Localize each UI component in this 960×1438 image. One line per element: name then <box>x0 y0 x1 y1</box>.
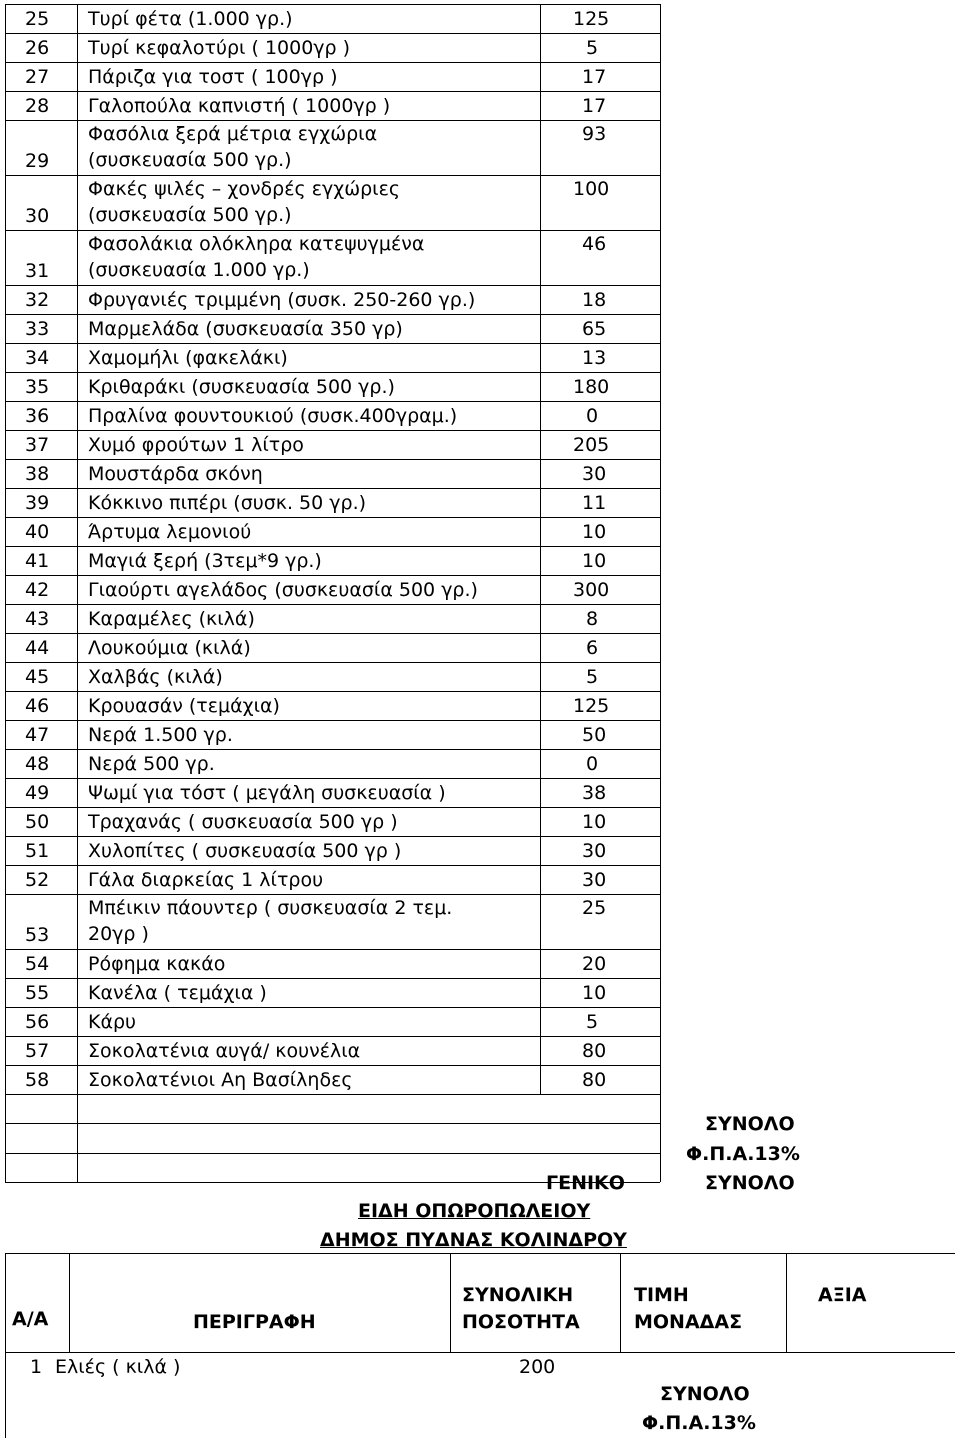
row-description: Καραμέλες (κιλά) <box>88 608 255 630</box>
row-number: 58 <box>25 1069 50 1091</box>
footer-total-label: ΣΥΝΟΛΟ <box>660 1383 750 1405</box>
row-border <box>5 517 660 518</box>
row-number: 47 <box>25 724 50 746</box>
col-price-header-line1: ΤΙΜΗ <box>634 1284 689 1306</box>
col-quantity-header-line1: ΣΥΝΟΛΙΚΗ <box>462 1284 574 1306</box>
row-border <box>5 662 660 663</box>
row-number: 53 <box>25 924 50 946</box>
row-border <box>5 720 660 721</box>
row-border <box>5 749 660 750</box>
row-number: 42 <box>25 579 50 601</box>
row-border <box>5 285 660 286</box>
row-border <box>5 978 660 979</box>
row-border <box>5 91 660 92</box>
row-description: Νερά 500 γρ. <box>88 753 215 775</box>
row-border <box>5 459 660 460</box>
row-description: Κανέλα ( τεμάχια ) <box>88 982 267 1004</box>
row-quantity: 8 <box>586 608 599 630</box>
row-quantity: 10 <box>582 982 607 1004</box>
row-quantity: 80 <box>582 1069 607 1091</box>
row-description: Νερά 1.500 γρ. <box>88 724 233 746</box>
row-description: Χαλβάς (κιλά) <box>88 666 223 688</box>
row-number: 43 <box>25 608 50 630</box>
row-description: Λουκούμια (κιλά) <box>88 637 251 659</box>
row-description: Χυμό φρούτων 1 λίτρο <box>88 434 304 456</box>
row-quantity: 6 <box>586 637 599 659</box>
row-number: 30 <box>25 205 50 227</box>
row-quantity: 10 <box>582 550 607 572</box>
row-quantity: 5 <box>586 1011 599 1033</box>
row-number: 52 <box>25 869 50 891</box>
row-description: Γιαούρτι αγελάδος (συσκευασία 500 γρ.) <box>88 579 478 601</box>
row-border <box>5 1094 660 1095</box>
table2-row-description: Ελιές ( κιλά ) <box>55 1356 181 1378</box>
row-quantity: 30 <box>582 463 607 485</box>
footer-vat-label: Φ.Π.Α.13% <box>642 1412 756 1434</box>
row-description: Πάριζα για τοστ ( 100γρ ) <box>88 66 338 88</box>
row-number: 39 <box>25 492 50 514</box>
row-description: Τραχανάς ( συσκευασία 500 γρ ) <box>88 811 398 833</box>
row-number: 51 <box>25 840 50 862</box>
column-divider <box>540 4 541 1094</box>
row-quantity: 20 <box>582 953 607 975</box>
row-quantity: 17 <box>582 66 607 88</box>
row-description: Γάλα διαρκείας 1 λίτρου <box>88 869 324 891</box>
col-aa-header: Α/Α <box>12 1308 49 1330</box>
section-title-municipality: ΔΗΜΟΣ ΠΥΔΝΑΣ ΚΟΛΙΝΔΡΟΥ <box>320 1229 627 1251</box>
row-description-line2: 20γρ ) <box>88 923 149 945</box>
row-description: Ψωμί για τόστ ( μεγάλη συσκευασία ) <box>88 782 446 804</box>
row-number: 36 <box>25 405 50 427</box>
row-description-line2: (συσκευασία 1.000 γρ.) <box>88 259 310 281</box>
row-quantity: 30 <box>582 869 607 891</box>
row-number: 45 <box>25 666 50 688</box>
row-quantity: 11 <box>582 492 607 514</box>
table2-row-number: 1 <box>30 1356 43 1378</box>
row-number: 33 <box>25 318 50 340</box>
row-border <box>5 546 660 547</box>
row-description: Φρυγανιές τριμμένη (συσκ. 250-260 γρ.) <box>88 289 476 311</box>
row-number: 57 <box>25 1040 50 1062</box>
row-border <box>5 949 660 950</box>
row-quantity: 46 <box>582 233 607 255</box>
table2-row-quantity: 200 <box>519 1356 556 1378</box>
row-quantity: 100 <box>573 178 610 200</box>
row-border <box>5 430 660 431</box>
row-quantity: 50 <box>582 724 607 746</box>
grand-label: ΓΕΝΙΚΟ <box>546 1172 625 1194</box>
row-border <box>5 4 660 5</box>
row-quantity: 205 <box>573 434 610 456</box>
row-description: Κόκκινο πιπέρι (συσκ. 50 γρ.) <box>88 492 367 514</box>
row-number: 29 <box>25 150 50 172</box>
row-number: 38 <box>25 463 50 485</box>
row-border <box>5 33 660 34</box>
table2-divider <box>450 1253 451 1353</box>
row-description: Άρτυμα λεμονιού <box>88 521 252 543</box>
table2-top-border <box>5 1253 955 1254</box>
row-description-line2: (συσκευασία 500 γρ.) <box>88 204 292 226</box>
row-number: 40 <box>25 521 50 543</box>
row-border <box>5 488 660 489</box>
row-border <box>5 575 660 576</box>
row-quantity: 93 <box>582 123 607 145</box>
row-border <box>5 1007 660 1008</box>
row-number: 50 <box>25 811 50 833</box>
row-quantity: 30 <box>582 840 607 862</box>
vat-label: Φ.Π.Α.13% <box>686 1143 800 1165</box>
row-border <box>5 314 660 315</box>
row-border <box>5 372 660 373</box>
row-number: 44 <box>25 637 50 659</box>
row-number: 26 <box>25 37 50 59</box>
row-quantity: 25 <box>582 897 607 919</box>
row-description-line2: (συσκευασία 500 γρ.) <box>88 149 292 171</box>
row-border <box>5 778 660 779</box>
row-description: Ρόφημα κακάο <box>88 953 226 975</box>
row-border <box>5 604 660 605</box>
row-description: Φασόλια ξερά μέτρια εγχώρια <box>88 123 378 145</box>
total-label: ΣΥΝΟΛΟ <box>705 1113 795 1135</box>
row-description: Κρουασάν (τεμάχια) <box>88 695 280 717</box>
row-number: 48 <box>25 753 50 775</box>
col-price-header-line2: ΜΟΝΑΔΑΣ <box>634 1311 743 1333</box>
row-border <box>5 807 660 808</box>
row-quantity: 17 <box>582 95 607 117</box>
row-border <box>5 1065 660 1066</box>
row-number: 32 <box>25 289 50 311</box>
row-border <box>5 175 660 176</box>
row-description: Σοκολατένιοι Αη Βασίληδες <box>88 1069 353 1091</box>
row-description: Τυρί φέτα (1.000 γρ.) <box>88 8 293 30</box>
row-quantity: 13 <box>582 347 607 369</box>
row-quantity: 38 <box>582 782 607 804</box>
table-left-border <box>5 4 6 1182</box>
row-description: Μουστάρδα σκόνη <box>88 463 263 485</box>
row-border <box>5 401 660 402</box>
row-description: Σοκολατένια αυγά/ κουνέλια <box>88 1040 361 1062</box>
row-quantity: 0 <box>586 405 599 427</box>
row-border <box>5 120 660 121</box>
row-number: 35 <box>25 376 50 398</box>
col-value-header: ΑΞΙΑ <box>818 1284 867 1306</box>
row-quantity: 80 <box>582 1040 607 1062</box>
row-number: 55 <box>25 982 50 1004</box>
table2-header-bottom-border <box>5 1352 955 1353</box>
row-number: 46 <box>25 695 50 717</box>
row-description: Τυρί κεφαλοτύρι ( 1000γρ ) <box>88 37 351 59</box>
row-quantity: 65 <box>582 318 607 340</box>
row-border <box>5 1153 660 1154</box>
col-description-header: ΠΕΡΙΓΡΑΦΗ <box>193 1311 316 1333</box>
row-description: Γαλοπούλα καπνιστή ( 1000γρ ) <box>88 95 391 117</box>
row-border <box>5 230 660 231</box>
row-quantity: 125 <box>573 695 610 717</box>
row-border <box>5 865 660 866</box>
row-description: Μαρμελάδα (συσκευασία 350 γρ) <box>88 318 403 340</box>
row-number: 27 <box>25 66 50 88</box>
row-border <box>5 836 660 837</box>
row-number: 37 <box>25 434 50 456</box>
row-quantity: 300 <box>573 579 610 601</box>
row-description: Μαγιά ξερή (3τεμ*9 γρ.) <box>88 550 322 572</box>
row-description: Πραλίνα φουντουκιού (συσκ.400γραμ.) <box>88 405 458 427</box>
table2-divider <box>620 1253 621 1353</box>
row-description: Χυλοπίτες ( συσκευασία 500 γρ ) <box>88 840 402 862</box>
table2-divider <box>786 1253 787 1353</box>
row-number: 28 <box>25 95 50 117</box>
column-divider <box>77 4 78 1182</box>
row-quantity: 0 <box>586 753 599 775</box>
row-quantity: 125 <box>573 8 610 30</box>
row-description: Κριθαράκι (συσκευασία 500 γρ.) <box>88 376 395 398</box>
row-number: 54 <box>25 953 50 975</box>
row-border <box>5 894 660 895</box>
row-description: Φακές ψιλές – χονδρές εγχώριες <box>88 178 401 200</box>
grand-total-label: ΣΥΝΟΛΟ <box>705 1172 795 1194</box>
row-border <box>5 633 660 634</box>
row-description: Φασολάκια ολόκληρα κατεψυγμένα <box>88 233 425 255</box>
row-quantity: 10 <box>582 521 607 543</box>
col-quantity-header-line2: ΠΟΣΟΤΗΤΑ <box>462 1311 580 1333</box>
row-number: 34 <box>25 347 50 369</box>
row-description: Μπέικιν πάουντερ ( συσκευασία 2 τεμ. <box>88 897 453 919</box>
row-quantity: 18 <box>582 289 607 311</box>
row-number: 49 <box>25 782 50 804</box>
row-description: Χαμομήλι (φακελάκι) <box>88 347 288 369</box>
row-border <box>5 62 660 63</box>
row-description: Κάρυ <box>88 1011 137 1033</box>
row-quantity: 5 <box>586 37 599 59</box>
table2-left-border <box>5 1253 6 1438</box>
row-quantity: 10 <box>582 811 607 833</box>
section-title-category: ΕΙΔΗ ΟΠΩΡΟΠΩΛΕΙΟΥ <box>358 1200 591 1222</box>
row-border <box>5 691 660 692</box>
row-border <box>5 1123 660 1124</box>
row-quantity: 5 <box>586 666 599 688</box>
table2-divider <box>69 1253 70 1353</box>
row-border <box>5 1036 660 1037</box>
row-number: 56 <box>25 1011 50 1033</box>
table-right-border <box>660 4 661 1182</box>
row-quantity: 180 <box>573 376 610 398</box>
row-number: 31 <box>25 260 50 282</box>
row-number: 41 <box>25 550 50 572</box>
row-border <box>5 343 660 344</box>
row-number: 25 <box>25 8 50 30</box>
